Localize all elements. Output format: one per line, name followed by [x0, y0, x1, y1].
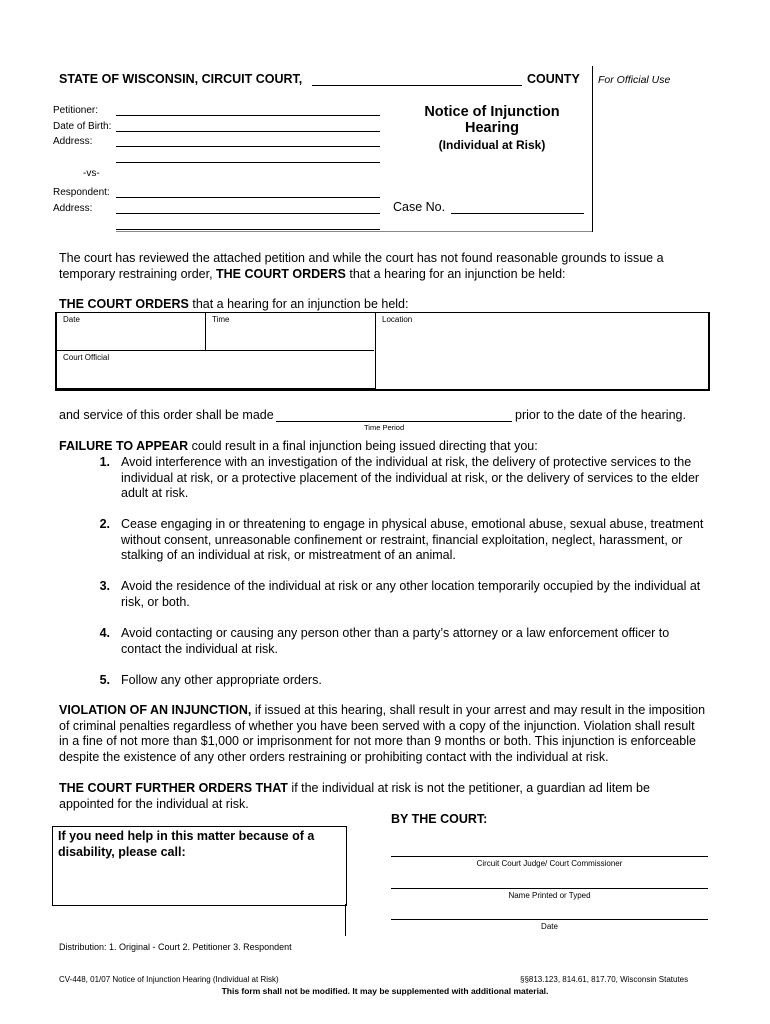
court-official-field[interactable]	[60, 364, 370, 384]
order-item-2-num: 2.	[99, 517, 110, 531]
hearing-heading-bold: THE COURT ORDERS	[59, 297, 189, 311]
official-use-label: For Official Use	[598, 74, 671, 86]
further-line2: appointed for the individual at risk.	[59, 796, 249, 811]
dob-label: Date of Birth:	[53, 121, 112, 132]
signature-date-caption: Date	[541, 922, 558, 931]
intro-text: temporary restraining order,	[59, 266, 217, 281]
statutes: §§813.123, 814.61, 817.70, Wisconsin Statutes	[520, 975, 689, 984]
hearing-date-label: Date	[63, 315, 80, 324]
respondent-field[interactable]	[116, 197, 380, 198]
failure-heading	[59, 439, 538, 455]
distribution-text: Distribution: 1. Original - Court 2. Petitioner 3. Respondent	[59, 942, 292, 952]
official-use-divider	[592, 66, 593, 232]
address-field[interactable]	[116, 146, 380, 147]
failure-bold: FAILURE TO APPEAR	[59, 439, 189, 453]
hearing-date-field[interactable]	[60, 326, 200, 346]
form-title	[392, 104, 592, 136]
order-item-1-line: adult at risk.	[121, 486, 189, 500]
order-item-3-num: 3.	[99, 579, 110, 593]
hearing-location-label: Location	[382, 315, 413, 324]
intro-line2	[59, 267, 739, 283]
violation-line2: of criminal penalties regardless of whether you have been served with a copy of the injunction. Violation shall result	[59, 718, 695, 733]
further-line1	[59, 781, 749, 797]
order-item-3	[96, 579, 716, 610]
order-item-4-line: Avoid contacting or causing any person other than a party’s attorney or a law enforcement officer to	[121, 626, 670, 640]
hearing-table-vrule2	[375, 312, 376, 390]
case-no-field[interactable]	[451, 213, 584, 214]
form-id: CV-448, 01/07 Notice of Injunction Hearing (Individual at Risk)	[59, 975, 279, 984]
disability-phone-field[interactable]	[60, 864, 340, 900]
intro-line1: The court has reviewed the attached petition and while the court has not found reasonable grounds to issue a	[59, 251, 664, 265]
hearing-table-hrule	[55, 350, 374, 351]
violation-line1	[59, 703, 749, 719]
dob-field[interactable]	[116, 131, 380, 132]
order-item-5-line: Follow any other appropriate orders.	[121, 673, 322, 687]
violation-paragraph	[59, 703, 749, 765]
name-printed-caption: Name Printed or Typed	[508, 891, 591, 900]
violation-line3: in a fine of not more than $1,000 or imprisonment for not more than 9 months or both. This injunction is enforceable	[59, 734, 696, 748]
order-item-1-line: Avoid interference with an investigation of the individual at risk, the delivery of protective services to the	[121, 455, 692, 469]
respondent-address-field[interactable]	[116, 213, 380, 214]
respondent-address-label: Address:	[53, 203, 93, 214]
service-text-after: prior to the date of the hearing.	[515, 408, 686, 422]
hearing-time-label: Time	[212, 315, 230, 324]
hearing-table-left-rule	[55, 312, 57, 390]
judge-signature-caption: Circuit Court Judge/ Court Commissioner	[476, 859, 623, 868]
name-printed-field[interactable]	[391, 888, 708, 889]
violation-bold: VIOLATION OF AN INJUNCTION,	[59, 703, 252, 717]
county-label: COUNTY	[527, 72, 580, 86]
header-bottom-rule	[116, 231, 592, 232]
further-text: if the individual at risk is not the petitioner, a guardian ad litem be	[287, 781, 650, 795]
respondent-address-field-line2[interactable]	[116, 229, 380, 230]
intro-text-end: that a hearing for an injunction be held:	[345, 266, 566, 281]
order-item-4-num: 4.	[99, 626, 110, 640]
service-text-before: and service of this order shall be made	[59, 408, 274, 422]
title-line1: Notice of Injunction	[424, 104, 560, 120]
intro-bold: THE COURT ORDERS	[216, 266, 346, 281]
hearing-heading	[59, 297, 408, 313]
order-item-2-line: without consent, unreasonable confinement or restraint, financial exploitation, neglect, harassment, or	[121, 532, 683, 547]
violation-text: if issued at this hearing, shall result in your arrest and may result in the imposition	[251, 703, 706, 717]
order-item-1-line: individual at risk, or a protective placement of the individual at risk, or the delivery of services to the elder	[121, 470, 700, 485]
order-item-4	[96, 626, 716, 657]
order-item-2	[96, 517, 716, 564]
title-line2: Hearing	[465, 120, 519, 136]
time-period-caption: Time Period	[364, 423, 405, 432]
disability-line2: disability, please call:	[58, 844, 186, 859]
respondent-label: Respondent:	[53, 187, 110, 198]
intro-paragraph	[59, 251, 739, 282]
further-bold: THE COURT FURTHER ORDERS THAT	[59, 781, 288, 795]
signature-date-field[interactable]	[391, 919, 708, 920]
petitioner-field[interactable]	[116, 115, 380, 116]
order-item-5-num: 5.	[99, 673, 110, 687]
hearing-time-field[interactable]	[210, 326, 370, 346]
order-item-1	[96, 455, 716, 502]
hearing-table-vrule1	[205, 312, 206, 350]
order-item-5	[96, 673, 716, 689]
order-item-1-num: 1.	[99, 455, 110, 469]
county-field[interactable]	[312, 85, 522, 86]
case-no-label: Case No.	[393, 200, 446, 214]
service-time-period-field[interactable]	[276, 421, 512, 422]
order-item-3-line: risk, or both.	[121, 594, 190, 609]
by-the-court-label: BY THE COURT:	[391, 812, 488, 826]
further-orders-paragraph	[59, 781, 749, 812]
disability-line1: If you need help in this matter because of a	[58, 829, 315, 843]
order-item-2-line: Cease engaging in or threatening to engage in physical abuse, emotional abuse, sexual abuse, treatment	[121, 517, 704, 531]
hearing-table-bottom-rule	[55, 388, 375, 390]
order-item-4-line: contact the individual at risk.	[121, 641, 279, 656]
failure-text: could result in a final injunction being issued directing that you:	[188, 439, 538, 453]
address-label: Address:	[53, 136, 93, 147]
order-item-3-line: Avoid the residence of the individual at risk or any other location temporarily occupied by the individual at	[121, 579, 701, 593]
disability-box-tail	[345, 904, 346, 936]
modification-notice: This form shall not be modified. It may be supplemented with additional material.	[221, 986, 549, 996]
order-item-2-line: stalking of an individual at risk, or mistreatment of an animal.	[121, 548, 456, 562]
hearing-heading-text: that a hearing for an injunction be held:	[188, 297, 409, 311]
title-subtitle: (Individual at Risk)	[438, 138, 546, 152]
disability-help-text	[58, 829, 314, 860]
hearing-location-field[interactable]	[380, 326, 700, 384]
vs-label: -vs-	[83, 168, 100, 179]
judge-signature-field[interactable]	[391, 856, 708, 857]
petitioner-label: Petitioner:	[53, 105, 99, 116]
violation-line4: despite the existence of any other orders restraining or prohibiting contact with the individual at risk.	[59, 749, 609, 764]
address-field-line2[interactable]	[116, 162, 380, 163]
court-heading: STATE OF WISCONSIN, CIRCUIT COURT,	[59, 72, 303, 86]
court-official-label: Court Official	[63, 353, 110, 362]
